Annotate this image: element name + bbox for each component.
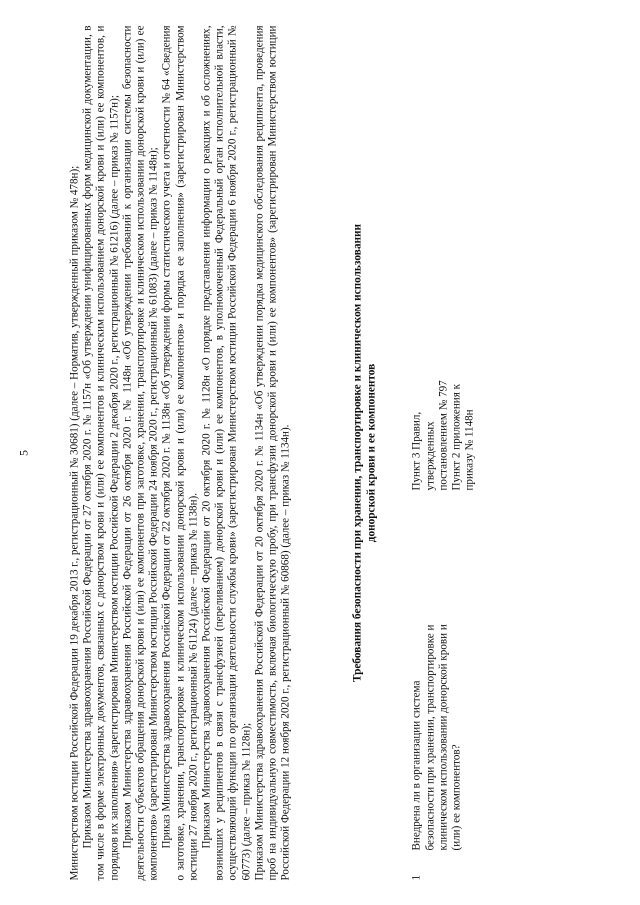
legal-basis-item: Пункт 2 приложения к приказу № 1148н [450, 383, 476, 490]
section-title-line-1: Требования безопасности при хранении, транспортировке и клиническом использовании [351, 223, 364, 682]
paragraph-order-1148n: Приказом Министерства здравоохранения Российской Федерации от 26 октября 2020 г. № 1148н «Об утверждении требований к организации системы безопасности деятельности субъектов обращения донорской крови и (или) ее компонентов при заготовке, хранении, транспортировке и клиническом использовании донорской крови и (или) ее компонентов» (зарегистрирован Министерством юстиции Российской Федерации 24 ноября 2020 г., регистрационный № 61083) (далее – приказ № 1148н); [120, 25, 160, 880]
requirement-legal-basis [410, 350, 476, 490]
paragraph-order-1134n: Приказом Министерства здравоохранения Российской Федерации от 20 октября 2020 г. № 1134н «Об утверждении порядка медицинского обследования реципиента, проведения проб на индивидуальную совместимость, включая биологическую пробу, при трансфузии донорской крови и (или) ее компонентов» (зарегистрирован Министерством юстиции Российской Федерации 12 ноября 2020 г., регистрационный № 60868) (далее – приказ № 1134н). [252, 25, 292, 880]
section-title [350, 25, 378, 880]
legal-basis-item: Пункт 3 Правил, утвержденных постановлением № 797 [410, 379, 449, 490]
paragraph-order-1128n: Приказом Министерства здравоохранения Российской Федерации от 20 октября 2020 г. № 1128н «О порядке представления информации о реакциях и об осложнениях, возникших у реципиентов в связи с трансфузией (переливанием) донорской крови и (или) ее компонентов, в уполномоченный Федеральный орган исполнительной власти, осуществляющий функции по организации деятельности службы крови» (зарегистрирован Министерством юстиции Российской Федерации 6 ноября 2020 г., регистрационный № 60773) (далее – приказ № 1128н); [200, 25, 252, 880]
page-content [68, 25, 530, 880]
requirement-row [410, 25, 530, 880]
section-title-line-2: донорской крови и ее компонентов [365, 363, 378, 542]
paragraph-order-1138n: Приказ Министерства здравоохранения Российской Федерации от 22 октября 2020 г. № 1138н «Об утверждении формы статистического учета и отчетности № 64 «Сведения о заготовке, хранении, транспортировке и клиническом использовании донорской крови и (или) ее компонентов» и порядка ее заполнения» (зарегистрирован Министерством юстиции 27 ноября 2020 г., регистрационный № 61124) (далее – приказ № 1138н). [160, 25, 199, 880]
requirement-number: 1 [410, 874, 423, 880]
page-number: 5 [16, 449, 30, 456]
paragraph-norm-478n: Министерством юстиции Российской Федерации 19 декабря 2013 г., регистрационный № 30681) (далее – Норматив, утвержденный приказом № 478н); [68, 165, 80, 880]
requirement-question: Внедрена ли в организации система безопасности при хранении, транспортировке и клиническом использовании донорской крови и (или) ее компонентов? [410, 623, 463, 850]
paragraph-order-1157n: Приказом Министерства здравоохранения Российской Федерации от 27 октября 2020 г. № 1157н «Об утверждении унифицированных форм медицинской документации, в том числе в форме электронных документов, связанных с донорством крови и (или) ее компонентов и клиническим использованием донорской крови и (или) ее компонентов, и порядков их заполнения» (зарегистрирован Министерством юстиции Российской Федерации 2 декабря 2020 г., регистрационный № 61216) (далее – приказ № 1157н); [81, 25, 120, 880]
legal-references [68, 25, 292, 880]
